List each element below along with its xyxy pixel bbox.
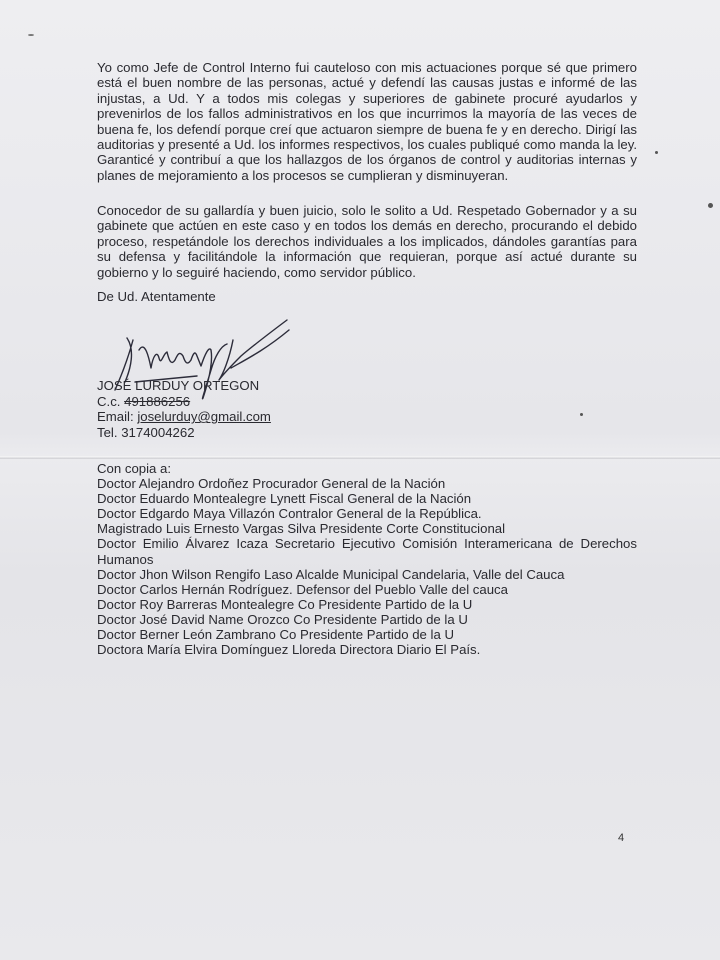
recipient-line: Doctor Emilio Álvarez Icaza Secretario Ejecutivo Comisión Interamericana de Derechos Humanos: [97, 536, 637, 567]
paper-speck: [580, 413, 583, 416]
copy-heading: Con copia a:: [97, 461, 172, 476]
paper-speck: [655, 151, 658, 154]
phone-line: Tel. 3174004262: [97, 424, 195, 440]
recipient-line: Doctor Jhon Wilson Rengifo Laso Alcalde Municipal Candelaria, Valle del Cauca: [97, 566, 565, 582]
paper-speck: [28, 34, 34, 36]
page-number: 4: [618, 832, 625, 844]
recipient-line: Doctor Roy Barreras Montealegre Co Presidente Partido de la U: [97, 596, 473, 612]
id-number: 491886256: [124, 393, 191, 409]
signer-name: JOSÉ LURDUY ORTEGON: [97, 378, 260, 393]
recipient-line: Magistrado Luis Ernesto Vargas Silva Presidente Corte Constitucional: [97, 521, 506, 537]
recipient-line: Doctora María Elvira Domínguez Lloreda Directora Diario El País.: [97, 642, 481, 658]
id-line: C.c. 491886256: [97, 393, 191, 409]
email-link[interactable]: joselurduy@gmail.com: [137, 409, 271, 425]
body-paragraph-1: Yo como Jefe de Control Interno fui cauteloso con mis actuaciones porque sé que primero está el buen nombre de las personas, actué y defendí las causas justas e informé de las injustas, a Ud. Y a todos mis colegas y superiores de gabinete procuré ayudarlos y prevenirlos de los fallos administrativos en los que incurrimos la mayoría de las veces de buena fe, los defendí porque creí que actuaron siempre de buena fe y en derecho. Dirigí las auditorias y presenté a Ud. los informes respectivos, los cuales publiqué como manda la ley. Garanticé y contribuí a que los hallazgos de los órganos de control y auditorias internas y planes de mejoramiento a los procesos se cumplieran y disminuyeran.: [97, 60, 637, 183]
paper-speck: [708, 203, 713, 208]
paper-fold-line: [0, 456, 720, 459]
copy-recipients: [97, 461, 637, 657]
recipient-line: Doctor Carlos Hernán Rodríguez. Defensor del Pueblo Valle del cauca: [97, 581, 508, 597]
closing-line: De Ud. Atentamente: [97, 289, 216, 304]
recipient-line: Doctor Eduardo Montealegre Lynett Fiscal General de la Nación: [97, 491, 472, 507]
recipient-line: Doctor Berner León Zambrano Co Presidente Partido de la U: [97, 627, 454, 643]
phone-number: 3174004262: [121, 424, 195, 440]
email-line: Email: joselurduy@gmail.com: [97, 409, 271, 425]
recipient-line: Doctor José David Name Orozco Co Presidente Partido de la U: [97, 611, 468, 627]
signature-block: [97, 378, 397, 440]
body-paragraph-2: Conocedor de su gallardía y buen juicio, solo le solito a Ud. Respetado Gobernador y a su gabinete que actúen en este caso y en todos los demás en derecho, procurando el debido proceso, respetándole los derechos individuales a los implicados, dándoles garantías para su defensa y facilitándole la información que requieran, porque así actué durante su gobierno y lo seguiré haciendo, como servidor público.: [97, 203, 637, 280]
recipient-line: Doctor Alejandro Ordoñez Procurador General de la Nación: [97, 476, 446, 492]
recipient-line: Doctor Edgardo Maya Villazón Contralor General de la República.: [97, 506, 482, 522]
